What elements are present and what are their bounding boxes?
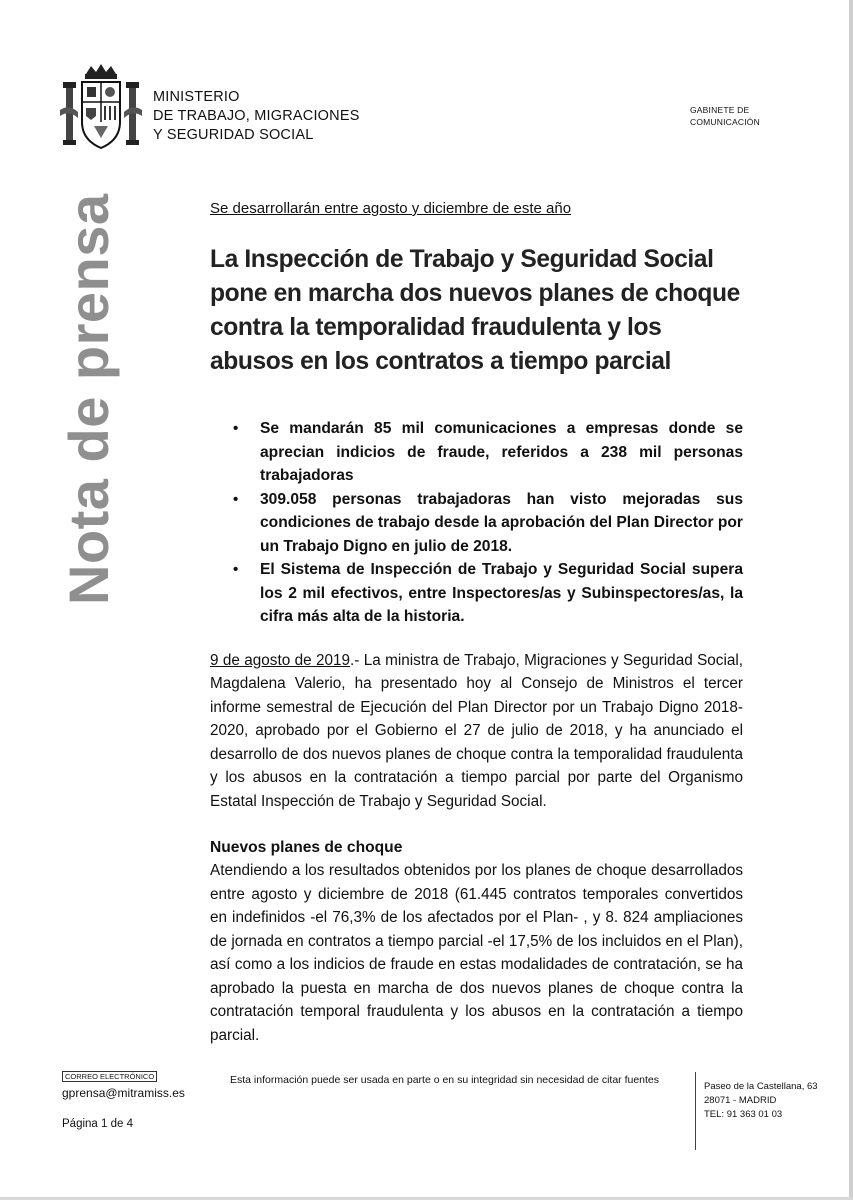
ministry-line: MINISTERIO	[153, 89, 240, 105]
address-block	[704, 1080, 818, 1122]
cabinet-line: GABINETE DE	[690, 105, 750, 115]
footer-divider	[695, 1072, 696, 1150]
ministry-line: DE TRABAJO, MIGRACIONES	[153, 108, 360, 124]
highlight-text: 309.058 personas trabajadoras han visto mejoradas sus condiciones de trabajo desde la aprobación del Plan Director por un Trabajo Digno en julio de 2018.	[260, 490, 743, 555]
subheadline: Se desarrollarán entre agosto y diciembre de este año	[210, 200, 572, 217]
bullet-icon: •	[233, 490, 239, 508]
highlight-text: El Sistema de Inspección de Trabajo y Seguridad Social supera los 2 mil efectivos, entre Inspectores/as y Subinspectores/as, la cifra más alta de la historia.	[260, 561, 743, 625]
section-title: Nuevos planes de choque	[210, 839, 403, 856]
highlight-item	[233, 558, 743, 629]
ministry-line: Y SEGURIDAD SOCIAL	[153, 127, 314, 143]
address-line: 28071 - MADRID	[704, 1095, 777, 1106]
main-content	[210, 200, 743, 1047]
intro-text: .- La ministra de Trabajo, Migraciones y Seguridad Social, Magdalena Valerio, ha presentado hoy al Consejo de Ministros el tercer informe semestral de Ejecución del Plan Director por un Trabajo Digno 2018-2020, aprobado por el Gobierno el 27 de julio de 2018, y ha anunciado el desarrollo de dos nuevos planes de choque contra la temporalidad fraudulenta y los abusos en la contratación a tiempo parcial por parte del Organismo Estatal Inspección de Trabajo y Seguridad Social.	[210, 651, 743, 810]
address-line: Paseo de la Castellana, 63	[704, 1081, 818, 1092]
section-paragraph: Atendiendo a los resultados obtenidos por los planes de choque desarrollados entre agosto y diciembre de 2018 (61.445 contratos temporales convertidos en indefinidos -el 76,3% de los afectados por el Plan- , y 8. 824 ampliaciones de jornada en contratos a tiempo parcial -el 17,5% de los incluidos en el Plan), así como a los indicios de fraude en estas modalidades de contratación, se ha aprobado la puesta en marcha de dos nuevos planes de choque contra la contratación temporal fraudulenta y los abusos en la contratación a tiempo parcial.	[210, 862, 743, 1044]
email-link[interactable]: gprensa@mitramiss.es	[62, 1086, 185, 1100]
ministry-name	[153, 88, 360, 145]
headline: La Inspección de Trabajo y Seguridad Social pone en marcha dos nuevos planes de choque contra la temporalidad fraudulenta y los abusos en los contratos a tiempo parcial	[210, 246, 740, 375]
highlight-item	[233, 417, 743, 488]
bullet-icon: •	[233, 561, 239, 578]
highlights-list	[210, 417, 743, 629]
highlight-item	[233, 488, 743, 559]
side-title: Nota de prensa	[57, 193, 120, 605]
intro-paragraph	[210, 649, 743, 814]
page-number: Página 1 de 4	[62, 1118, 133, 1130]
address-line: TEL: 91 363 01 03	[704, 1109, 783, 1120]
communication-office	[690, 104, 760, 128]
page-edge	[849, 0, 853, 1200]
bullet-icon: •	[233, 420, 239, 437]
highlight-text: Se mandarán 85 mil comunicaciones a empresas donde se aprecian indicios de fraude, referidos a 238 mil personas trabajadoras	[260, 420, 743, 484]
dateline: 9 de agosto de 2019	[210, 651, 351, 669]
cabinet-line: COMUNICACIÓN	[690, 117, 760, 127]
email-label: CORREO ELECTRÓNICO	[62, 1071, 157, 1082]
usage-note: Esta información puede ser usada en parte o en su integridad sin necesidad de citar fuentes	[230, 1074, 660, 1086]
coat-of-arms-icon	[58, 60, 144, 156]
